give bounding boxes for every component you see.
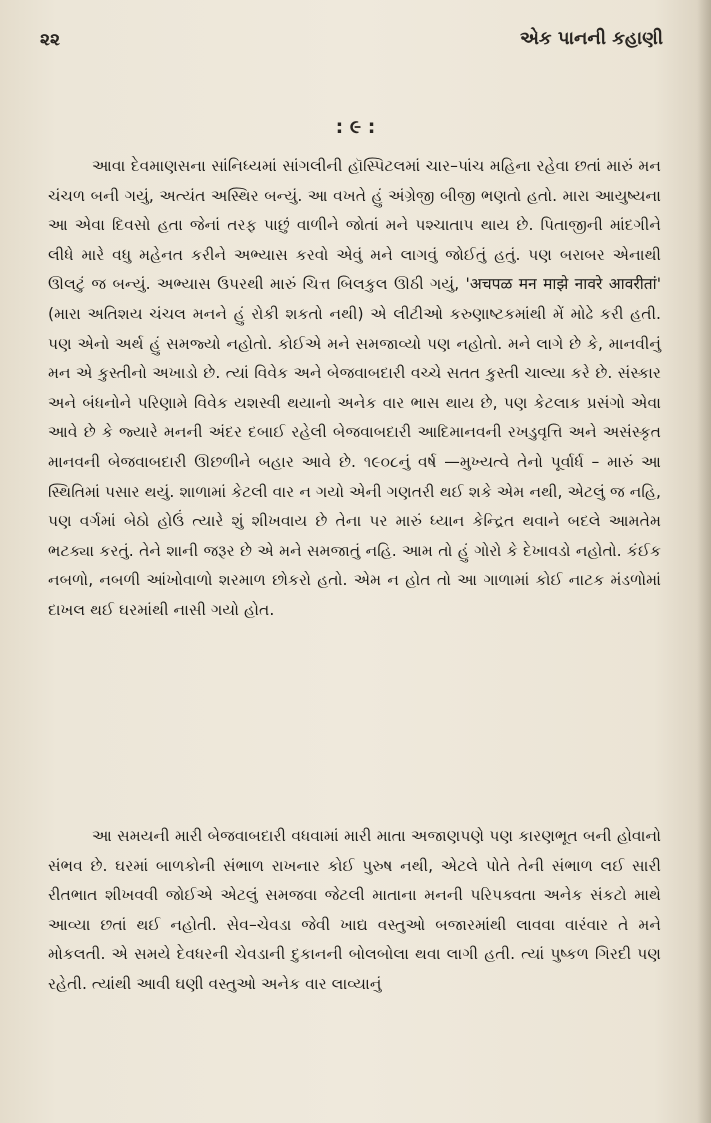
paragraph: આ સમયની મારી બેજવાબદારી વધવામાં મારી માતા અજાણપણે પણ કારણભૂત બની હોવાનો સંભવ છે. ઘરમાં બાળકોની સંભાળ રાખનાર કોઈ પુરુષ નથી, એટલે પોતે તેની સંભાળ લઈ સારી રીતભાત શીખવવી જોઈએ એટલું સમજવા જેટલી માતાના મનની પરિપક્વતા અનેક સંકટો માથે આવ્યા છતાં થઈ નહોતી. સેવ–ચેવડા જેવી ખાદ્ય વસ્તુઓ બજારમાંથી લાવવા વારંવાર તે મને મોકલતી. એ સમયે દેવધરની ચેવડાની દુકાનની બોલબોલા થવા લાગી હતી. ત્યાં પુષ્કળ ગિરદી પણ રહેતી. ત્યાંથી આવી ઘણી વસ્તુઓ અનેક વાર લાવ્યાનું	[48, 827, 661, 993]
page-number: ૨૨	[40, 30, 60, 50]
chapter-marker: : ૯ :	[335, 116, 376, 138]
running-title: એક પાનની કહાણી	[519, 28, 663, 49]
page-edge-shadow	[697, 0, 711, 1123]
paragraph: આવા દેવમાણસના સાંનિધ્યમાં સાંગલીની હૉસ્પિટલમાં ચાર–પાંચ મહિના રહેવા છતાં મારું મન ચંચળ બની ગયું, અત્યંત અસ્થિર બન્યું. આ વખતે હું અંગ્રેજી બીજી ભણતો હતો. મારા આયુષ્યના આ એવા દિવસો હતા જેનાં તરફ પાછું વાળીને જોતાં મને પશ્ચાતાપ થાય છે. પિતાજીની માંદગીને લીધે મારે વધુ મહેનત કરીને અભ્યાસ કરવો એવું મને લાગવું જોઈતું હતું. પણ બરાબર એનાથી ઊલટું જ બન્યું. અભ્યાસ ઉપરથી મારું ચિત્ત બિલકુલ ઊઠી ગયું, 'अचपळ मन माझे नावरे आवरीतां' (મારા અતિશય ચંચલ મનને હું રોકી શકતો નથી) એ લીટીઓ કરુણાષ્ટકમાંથી મેં મોઢે કરી હતી. પણ એનો અર્થ હું સમજ્યો નહોતો. કોઈએ મને સમજાવ્યો પણ નહોતો. મને લાગે છે કે, માનવીનું મન એ કુસ્તીનો અખાડો છે. ત્યાં વિવેક અને બેજવાબદારી વચ્ચે સતત કુસ્તી ચાલ્યા કરે છે. સંસ્કાર અને બંધનોને પરિણામે વિવેક યશસ્વી થયાનો અનેક વાર ભાસ થાય છે, પણ કેટલાક પ્રસંગો એવા આવે છે કે જ્યારે મનની અંદર દબાઈ રહેલી બેજવાબદારી આદિમાનવની રખડુવૃત્તિ અને અસંસ્કૃત માનવની બેજવાબદારી ઊછળીને બહાર આવે છે. ૧૯૦૮નું વર્ષ —મુખ્યત્વે તેનો પૂર્વાર્ધ – મારું આ સ્થિતિમાં પસાર થયું. શાળામાં કેટલી વાર ન ગયો એની ગણતરી થઈ શકે એમ નથી, એટલું જ નહિ, પણ વર્ગમાં બેઠો હોઉં ત્યારે શું શીખવાય છે તેના પર મારું ધ્યાન કેન્દ્રિત થવાને બદલે આમતેમ ભટક્યા કરતું. તેને શાની જરૂર છે એ મને સમજાતું નહિ. આમ તો હું ગોરો કે દેખાવડો નહોતો. કંઈક નબળો, નબળી આંખોવાળો શરમાળ છોકરો હતો. એમ ન હોત તો આ ગાળામાં કોઈ નાટક મંડળોમાં દાખલ થઈ ઘરમાંથી નાસી ગયો હોત.	[48, 157, 661, 619]
